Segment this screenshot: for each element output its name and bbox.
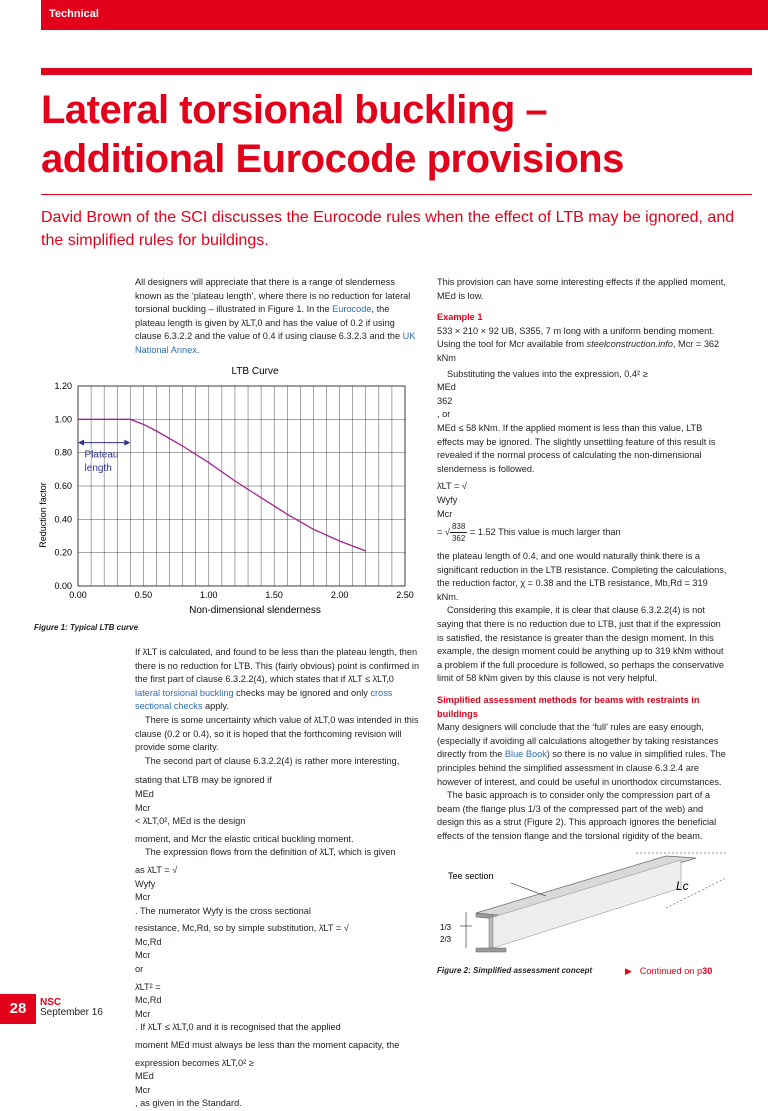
intro-text-a: All designers will appreciate that there is a range of slenderness known as the ‘plateau length’, where there is no reduction for lateral torsional buckling – illustrated in Figure 1. In the xyxy=(135,277,411,315)
steelconstruction-link[interactable]: steelconstruction.info xyxy=(586,339,673,350)
tee-leader-line xyxy=(511,883,546,896)
magazine-name: NSC xyxy=(40,997,62,1008)
x-tick-label: 0.00 xyxy=(69,590,87,600)
x-tick-label: 2.50 xyxy=(396,590,414,600)
y-tick-label: 1.00 xyxy=(54,414,72,425)
title-line-2: additional Eurocode provisions xyxy=(41,137,624,181)
col2-p2: MEd ≤ 58 kNm. If the applied moment is less than this value, LTB effects may be ignored. The slightly unsettling feature of this result is revealed if the normal process of calculating the non-dimensional slenderness is followed. xyxy=(437,422,716,474)
tee-section-label: Tee section xyxy=(448,871,494,881)
y-tick-label: 0.40 xyxy=(54,514,72,525)
col2-p1: This provision can have some interesting effects if the applied moment, MEd is low. xyxy=(437,277,726,301)
fraction-838-362: $\frac{838}{362}$ xyxy=(451,522,466,544)
one-third-label: 1/3 xyxy=(440,923,452,932)
lc-label: Lc xyxy=(676,879,689,893)
ltb-curve-chart xyxy=(30,360,425,620)
y-tick-label: 0.80 xyxy=(54,447,72,458)
col1-p3: The second part of clause 6.3.2.2(4) is rather more interesting, xyxy=(145,755,400,766)
plateau-arrowhead-right xyxy=(124,440,130,446)
col2-text: This provision can have some interesting effects if the applied moment, MEd is low. Example 1 533 × 210 × 92 UB, S355, 7 m long with a uniform bending moment. Using the tool for Mcr available from steelconstruction.info, Mcr = 362 kNm Substituting the values into the expression, 0.4² ≥ MEd 362 , or MEd ≤ 58 kNm. If the applied moment is less than this value, LTB effects may be ignored. The slightly unsettling feature of this result is revealed if the normal process of calculating the non-dimensional slenderness is followed. λ̄LT = √ Wyfy Mcr = √ $\frac{838}{362}$ = 1.52 This value is much larger than the plateau length of 0.4, and one would naturally think there is a significant reduction in the LTB resistance. Completing the calculations, the reduction factor, χ = 0.38 and the LTB resistance, Mb,Rd = 319 kNm. Considering this example, it is clear that clause 6.3.2.2(4) is not saying that there is no reduction due to LTB, just that if the expression is satisfied, the resistance is greater than the design moment. In this example, the design moment could be anything up to 319 kNm without a problem if the full procedure is followed, so perhaps the conservative limit of 58 kNm given by this clause is not very helpful. Simplified assessment methods for beams with restraints in buildings Many designers will conclude that the ‘full’ rules are easy enough, (especially if avoiding all calculations altogether by taking resistances directly from the Blue Book) so there is no value in simplified rules. The principles behind the simplified assessment in clause 6.3.2.4 are however of interest, and could be useful in unorthodox circumstances. The basic approach is to consider only the compression part of a beam (the flange plus 1/3 of the compressed part of the web) and design this as a strut (Figure 2). This approach ignores the beneficial effects of the tension flange and the torsional rigidity of the beam. xyxy=(437,276,727,844)
chart-y-label: Reduction factor xyxy=(38,482,48,548)
col1-eq-line4: λ̄LT² = xyxy=(135,981,161,992)
beam-web xyxy=(489,917,493,948)
beam-bottom-flange xyxy=(476,948,506,952)
plateau-label-line1: Plateau xyxy=(84,449,119,461)
national-annex-link[interactable]: UK National Annex xyxy=(135,331,416,355)
ltb-link[interactable]: lateral torsional buckling xyxy=(135,687,234,698)
figure2-diagram xyxy=(436,848,736,963)
col1-p5: moment, and Mcr the elastic critical buckling moment. xyxy=(135,833,354,844)
col1-p1b: checks may be ignored and only xyxy=(233,687,371,698)
example-text: 533 × 210 × 92 UB, S355, 7 m long with a uniform bending moment. Using the tool for Mcr available from steelconstruction.info, Mcr = 362 kNm xyxy=(437,325,720,363)
intro-text-b: , the plateau length is given by λ̄LT,0 and has the value of 0.2 if using clause 6.3.2.2 and the value of 0.4 if using clause 6.3.2.3 and the xyxy=(135,304,403,342)
col1-eq-line2: as λ̄LT = √ xyxy=(135,864,178,875)
blue-book-link[interactable]: Blue Book xyxy=(504,749,547,760)
col2-p4: Considering this example, it is clear that clause 6.3.2.2(4) is not saying that there is no reduction due to LTB, just that if the expression is satisfied, the resistance is greater than the design moment. In this example, the design moment could be anything up to 319 kNm without a problem if the full procedure is followed, so perhaps the conservative limit of 58 kNm given by this clause is not very helpful. xyxy=(437,605,725,684)
x-tick-label: 2.00 xyxy=(330,590,349,600)
x-tick-label: 1.00 xyxy=(200,590,218,600)
slenderness-calc: λ̄LT = √ xyxy=(437,481,467,492)
page-number: 28 xyxy=(0,994,36,1024)
col1-eq-line5: expression becomes λ̄LT,0² ≥ xyxy=(135,1057,254,1068)
col2-p5: Many designers will conclude that the ‘full’ rules are easy enough, (especially if avoiding all calculations altogether by taking resistances directly from the Blue Book) so there is no value in simplified rules. The principles behind the simplified assessment in clause 6.3.2.4 are however of interest, and could be useful in unorthodox circumstances. xyxy=(437,722,726,787)
continued-text: Continued on p xyxy=(639,966,703,976)
title-rule-top xyxy=(41,68,752,75)
continued-link[interactable] xyxy=(625,966,712,977)
col1-p1: If λ̄LT is calculated, and found to be less than the plateau length, then there is no reduction for LTB. This (fairly obvious) point is confirmed in the first part of clause 6.3.2.2(4), which states that if λ̄LT ≤ λ̄LT,0 xyxy=(135,647,420,685)
figure2-caption: Figure 2: Simplified assessment concept xyxy=(437,966,593,975)
plateau-arrowhead-left xyxy=(78,440,84,446)
y-tick-label: 0.20 xyxy=(54,547,72,558)
plateau-label-line2: length xyxy=(84,463,112,474)
two-thirds-label: 2/3 xyxy=(440,935,452,944)
y-tick-label: 0.60 xyxy=(54,481,72,491)
continued-arrow-icon: ▶ xyxy=(625,966,633,976)
col2-p6: The basic approach is to consider only the compression part of a beam (the flange plus 1/3 of the compressed part of the web) and design this as a strut (Figure 2). This approach ignores the beneficial effects of the tension flange and the torsional rigidity of the beam. xyxy=(437,790,717,841)
col1-p1c: apply. xyxy=(202,701,229,712)
x-tick-label: 1.50 xyxy=(265,590,283,600)
figure1-caption: Figure 1: Typical LTB curve xyxy=(34,623,139,632)
continued-page: 30 xyxy=(702,966,713,976)
eurocode-link[interactable]: Eurocode xyxy=(332,304,372,315)
title-rule-bottom xyxy=(41,194,752,195)
col1-p10: moment MEd must always be less than the moment capacity, the xyxy=(135,1040,400,1051)
simplified-heading: Simplified assessment methods for beams with restraints in buildings xyxy=(437,695,700,719)
standfirst: David Brown of the SCI discusses the Eurocode rules when the effect of LTB may be ignored, and the simplified rules for buildings. xyxy=(41,209,735,249)
section-tag: Technical xyxy=(41,0,768,30)
article-title xyxy=(41,86,752,184)
chart-y-ticks xyxy=(54,381,72,591)
y-tick-label: 0.00 xyxy=(54,581,72,591)
col1-p2: There is some uncertainty which value of λ̄LT,0 was intended in this clause (0.2 or 0.4), so it is hoped that the forthcoming revision will provide some clarity. xyxy=(135,714,419,753)
substitution-line: Substituting the values into the expression, 0.4² ≥ xyxy=(447,368,648,379)
col2-p3: the plateau length of 0.4, and one would naturally think there is a significant reduction in the LTB resistance. Completing the calculations, the reduction factor, χ = 0.38 and the LTB resistance, Mb,Rd = 319 kNm. xyxy=(437,551,727,602)
col1-lower-text: If λ̄LT is calculated, and found to be less than the plateau length, then there is no reduction for LTB. This (fairly obvious) point is confirmed in the first part of clause 6.3.2.2(4), which states that if λ̄LT ≤ λ̄LT,0 lateral torsional buckling checks may be ignored and only cross sectional checks apply. There is some uncertainty which value of λ̄LT,0 was intended in this clause (0.2 or 0.4), so it is hoped that the forthcoming revision will provide some clarity. The second part of clause 6.3.2.2(4) is rather more interesting, stating that LTB may be ignored if MEd Mcr < λ̄LT,0², MEd is the design moment, and Mcr the elastic critical buckling moment. The expression flows from the definition of λ̄LT, which is given as λ̄LT = √ Wyfy Mcr . The numerator Wyfy is the cross sectional resistance, Mc,Rd, so by simple substitution, λ̄LT = √ Mc,Rd Mcr or λ̄LT² = Mc,Rd Mcr . If λ̄LT ≤ λ̄LT,0 and it is recognised that the applied moment MEd must always be less than the moment capacity, the expression becomes λ̄LT,0² ≥ MEd Mcr , as given in the Standard. xyxy=(135,647,420,1109)
col1-eq-line3: resistance, Mc,Rd, so by simple substitution, λ̄LT = √ xyxy=(135,923,349,934)
cross-sectional-checks-link[interactable]: cross sectional checks xyxy=(135,687,393,712)
intro-paragraph xyxy=(135,276,420,358)
y-tick-label: 1.20 xyxy=(54,381,72,391)
chart-grid xyxy=(78,386,405,586)
col1-p6: The expression flows from the definition of λ̄LT, which is given xyxy=(145,847,396,858)
x-tick-label: 0.50 xyxy=(134,590,153,600)
intro-text-c: . xyxy=(196,344,200,355)
title-line-1: Lateral torsional buckling – xyxy=(41,88,548,132)
col1-eq-line1: stating that LTB may be ignored if xyxy=(135,775,272,786)
issue-date: September 16 xyxy=(40,1007,103,1018)
example-heading: Example 1 xyxy=(437,312,483,323)
chart-x-label: Non-dimensional slenderness xyxy=(189,605,321,616)
chart-title: LTB Curve xyxy=(231,366,279,377)
chart-x-ticks xyxy=(69,590,414,600)
